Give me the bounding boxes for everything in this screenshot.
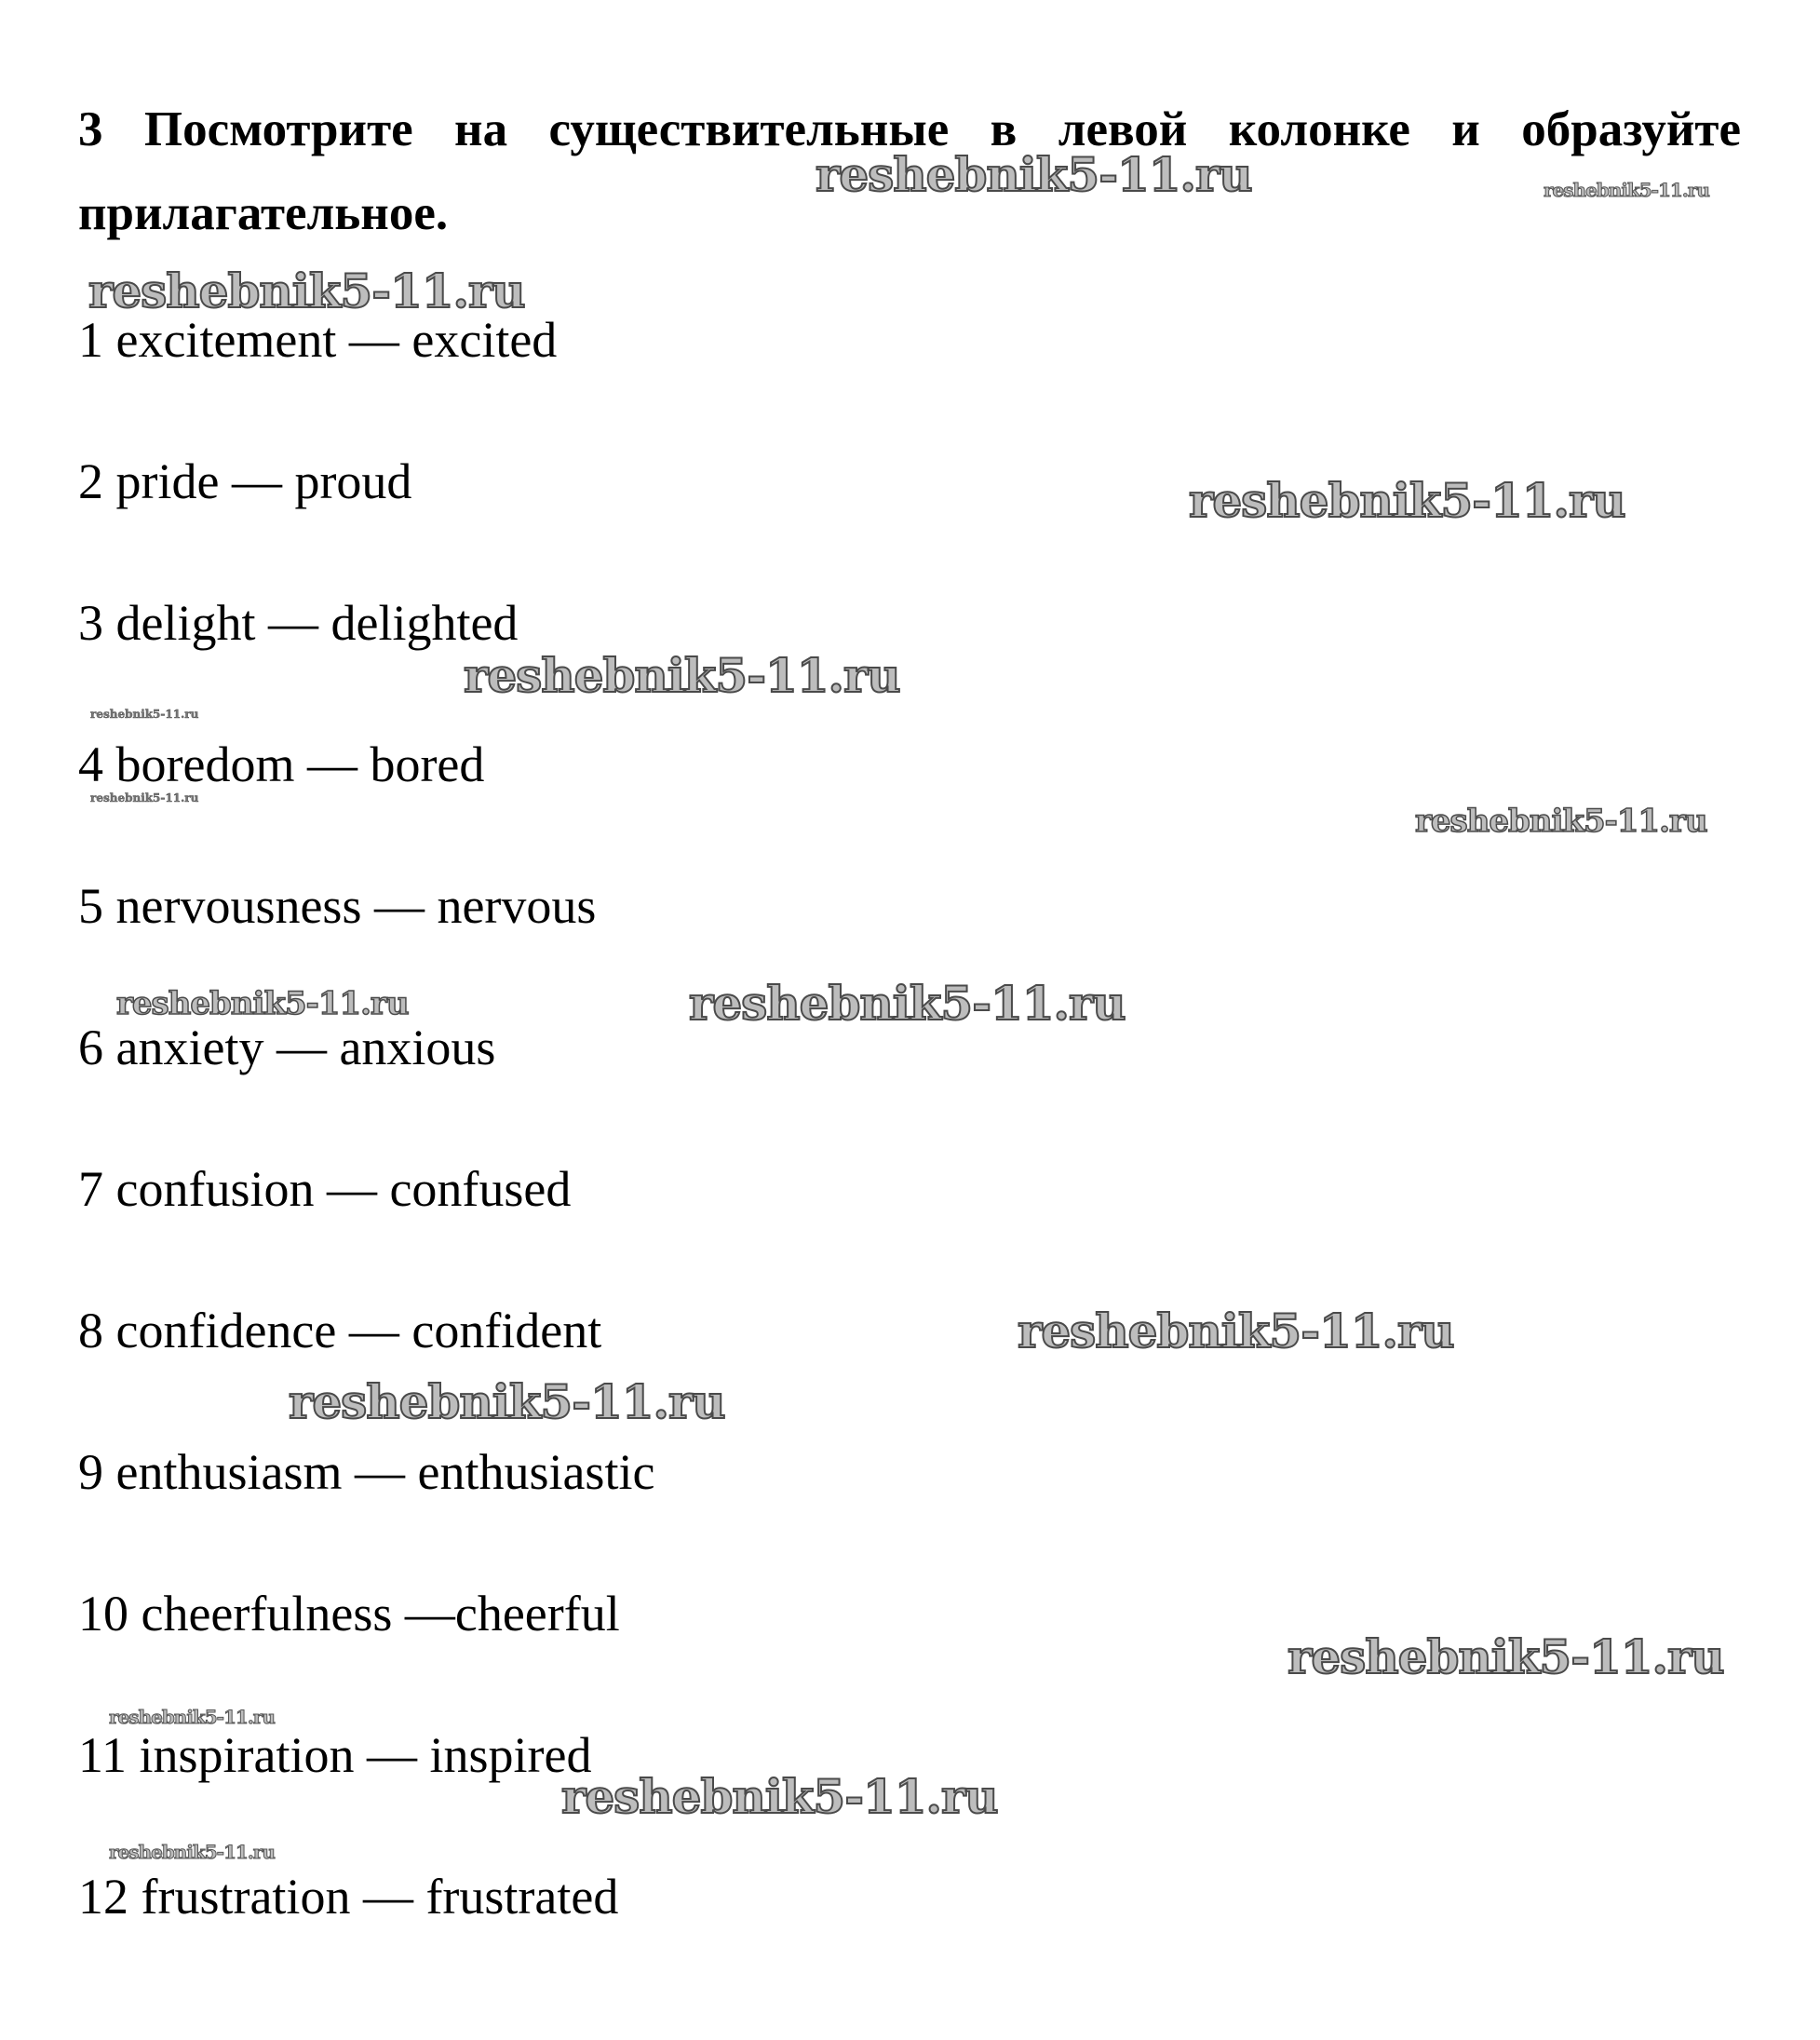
answer-list [78, 307, 654, 2006]
watermark: reshebnik5-11.ru [109, 1841, 275, 1863]
list-item: 2 pride — proud [78, 453, 412, 509]
list-item: 3 delight — delighted [78, 595, 519, 651]
list-item: 7 confusion — confused [78, 1161, 572, 1217]
watermark: reshebnik5-11.ru [116, 985, 409, 1022]
list-item: 1 excitement — excited [78, 312, 558, 368]
watermark: reshebnik5-11.ru [561, 1769, 998, 1824]
watermark: reshebnik5-11.ru [689, 976, 1126, 1031]
list-item: 4 boredom — bored [78, 736, 485, 792]
watermark: reshebnik5-11.ru [109, 1706, 275, 1728]
watermark: reshebnik5-11.ru [1544, 179, 1709, 201]
watermark: reshebnik5-11.ru [289, 1374, 725, 1429]
list-item: 8 confidence — confident [78, 1303, 602, 1358]
watermark: reshebnik5-11.ru [816, 147, 1252, 202]
watermark: reshebnik5-11.ru [88, 263, 525, 318]
watermark: reshebnik5-11.ru [1415, 803, 1707, 840]
list-item: 11 inspiration — inspired [78, 1727, 592, 1783]
exercise-heading: 3 Посмотрите на существительные в левой колонке и образуйте прилагательное. [78, 102, 1741, 240]
list-item: 12 frustration — frustrated [78, 1869, 619, 1925]
list-item: 6 anxiety — anxious [78, 1020, 496, 1075]
watermark: reshebnik5-11.ru [90, 708, 199, 721]
list-item: 10 cheerfulness —cheerful [78, 1586, 620, 1641]
watermark: reshebnik5-11.ru [464, 648, 900, 703]
watermark: reshebnik5-11.ru [90, 791, 199, 804]
list-item: 5 nervousness — nervous [78, 878, 597, 934]
watermark: reshebnik5-11.ru [1018, 1304, 1454, 1358]
list-item: 9 enthusiasm — enthusiastic [78, 1444, 655, 1500]
watermark: reshebnik5-11.ru [1189, 473, 1625, 528]
watermark: reshebnik5-11.ru [1287, 1629, 1724, 1684]
